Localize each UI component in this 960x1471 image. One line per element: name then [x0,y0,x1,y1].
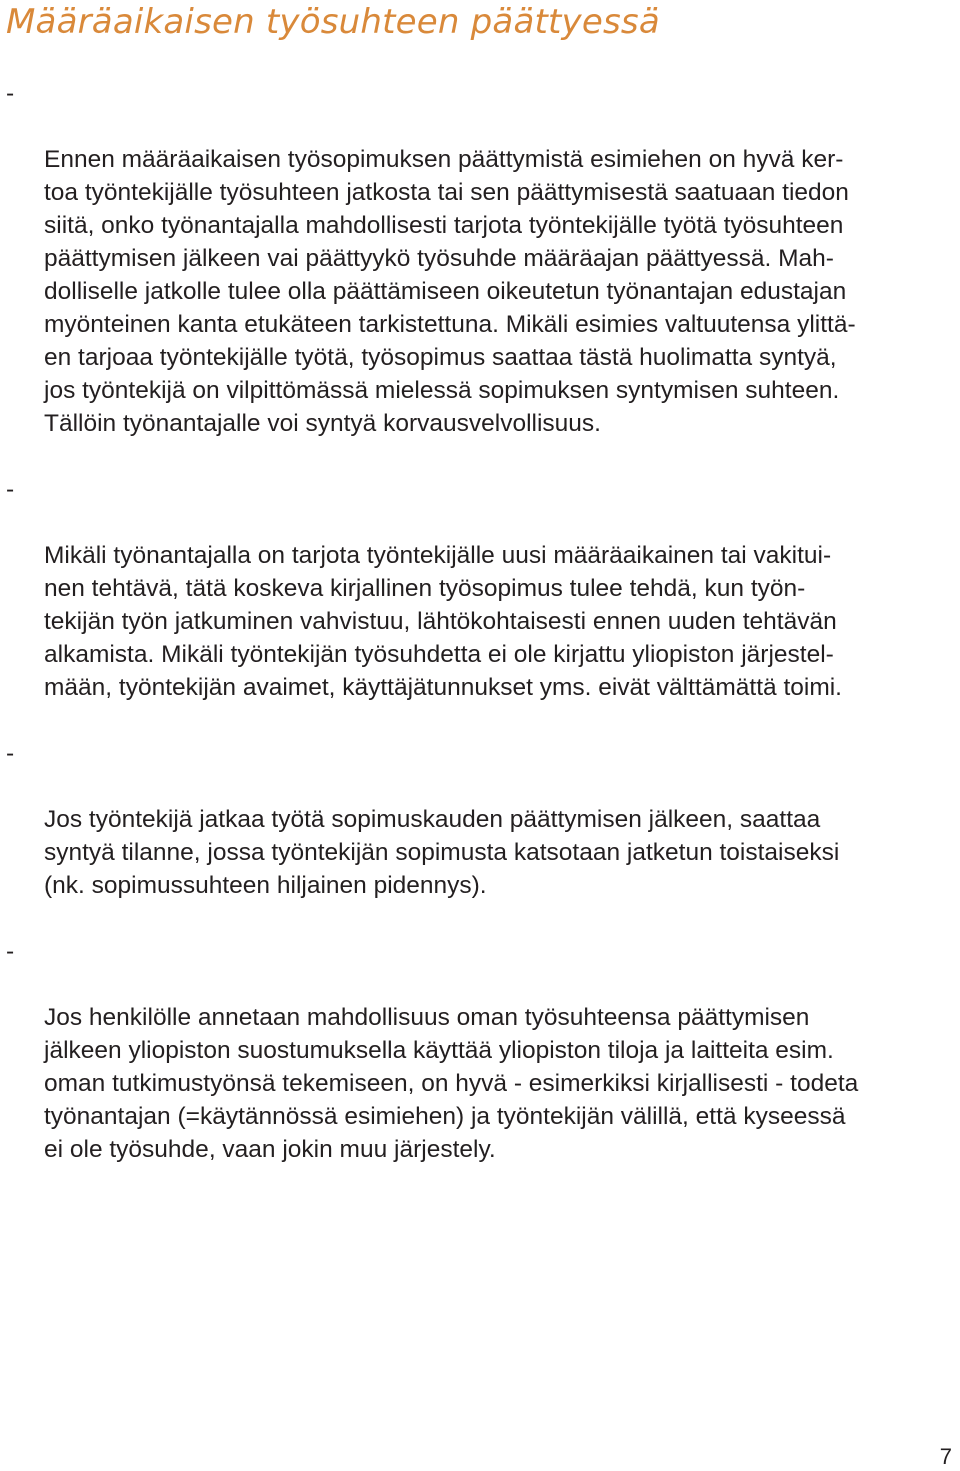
paragraph-text: Ennen määräaikaisen työsopimuksen päättymistä esimiehen on hyvä ker- toa työntekijälle työsuhteen jatkosta tai sen päättymisestä saatuaan tiedon siitä, onko työnantajalla mahdollisesti tarjota työntekijälle työtä työsuhteen päättymisen jälkeen vai päättyykö työsuhde määräajan päättyessä. Mah- dolliselle jatkolle tulee olla päättämiseen oikeutetun työnantajan edustajan myönteinen kanta etukäteen tarkistettuna. Mikäli esimies valtuutensa ylittä- en tarjoaa työntekijälle työtä, työsopimus saattaa tästä huolimatta syntyä, jos työntekijä on vilpittömässä mielessä sopimuksen syntymisen suhteen. Tällöin työnantajalle voi syntyä korvausvelvollisuus. [44,146,856,437]
bullet-dash: - [6,80,15,107]
page-number: 7 [939,1444,952,1469]
page-title: Määräaikaisen työsuhteen päättyessä [6,2,660,42]
list-item [0,737,960,902]
paragraph-text: Jos työntekijä jatkaa työtä sopimuskauden päättymisen jälkeen, saattaa syntyä tilanne, jossa työntekijän sopimusta katsotaan jatketun toistaiseksi (nk. sopimussuhteen hiljainen pidennys). [44,806,840,899]
bullet-dash: - [6,938,15,965]
bullet-dash: - [6,476,15,503]
bullet-dash: - [6,740,15,767]
bullet-list [0,77,960,1199]
list-item [0,473,960,704]
paragraph-text: Jos henkilölle annetaan mahdollisuus oman työsuhteensa päättymisen jälkeen yliopiston suostumuksella käyttää yliopiston tiloja ja laitteita esim. oman tutkimustyönsä tekemiseen, on hyvä - esimerkiksi kirjallisesti - todeta työnantajan (=käytännössä esimiehen) ja työntekijän välillä, että kyseessä ei ole työsuhde, vaan jokin muu järjestely. [44,1004,859,1163]
paragraph-text: Mikäli työnantajalla on tarjota työntekijälle uusi määräaikainen tai vakitui- nen tehtävä, tätä koskeva kirjallinen työsopimus tulee tehdä, kun työn- tekijän työn jatkuminen vahvistuu, lähtökohtaisesti ennen uuden tehtävän alkamista. Mikäli työntekijän työsuhdetta ei ole kirjattu yliopiston järjestel- mään, työntekijän avaimet, käyttäjätunnukset yms. eivät välttämättä toimi. [44,542,842,701]
list-item [0,935,960,1166]
list-item [0,77,960,440]
